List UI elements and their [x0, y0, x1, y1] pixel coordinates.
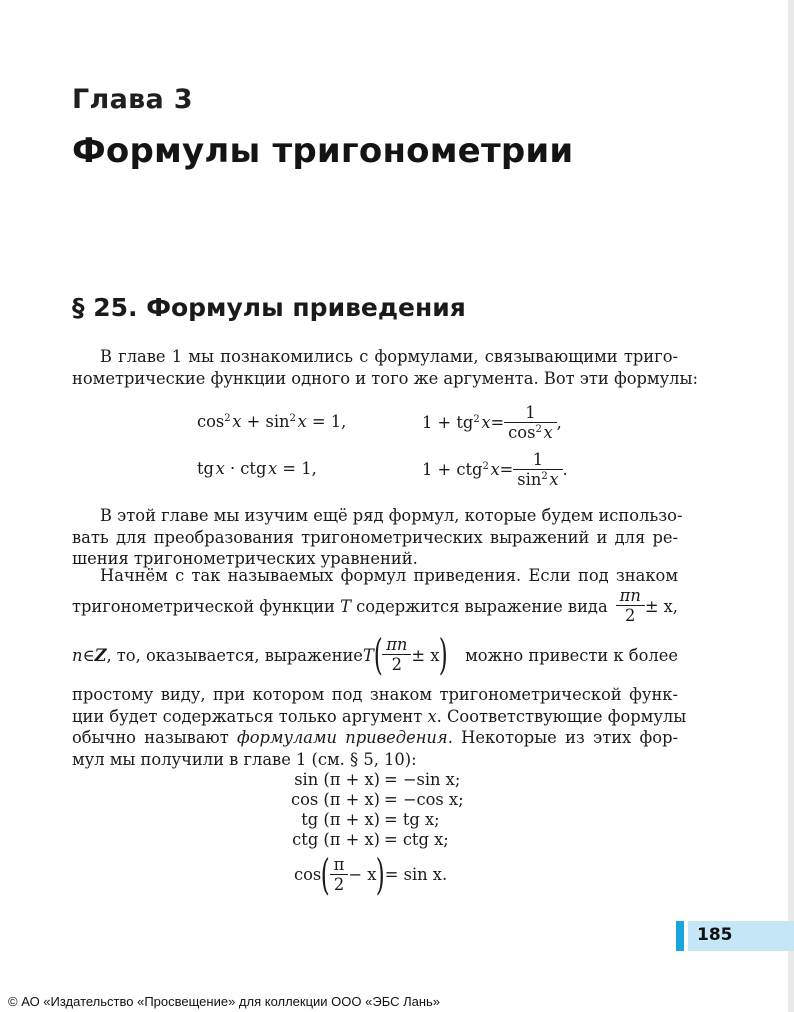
formula-exponent: 2	[473, 414, 480, 425]
text-line: В этой главе мы изучим ещё ряд формул, которые будем использо-	[100, 506, 683, 525]
fraction-denominator: 2	[616, 605, 645, 626]
text-fragment: , то, оказывается, выражение	[106, 645, 363, 665]
formula-text: = 1,	[277, 459, 317, 478]
formula-text: ± x	[411, 645, 440, 665]
text-line	[72, 706, 687, 728]
fraction-denominator	[513, 469, 562, 490]
formula-lhs: sin (π + x)	[294, 770, 380, 789]
right-paren: )	[376, 850, 386, 899]
formula-variable: x	[297, 412, 307, 431]
formula-text: +	[241, 412, 266, 431]
text-fragment: можно привести к более	[465, 645, 678, 665]
chapter-label: Глава 3	[72, 84, 193, 115]
formula-text: 1 + tg	[422, 413, 474, 432]
formula-rhs: = ctg x;	[384, 830, 449, 849]
formula-cos-half-pi	[294, 852, 447, 898]
formula-text: ∈	[82, 645, 95, 665]
formula-variable: x	[232, 412, 242, 431]
text-line: мул мы получили в главе 1 (см. § 5, 10):	[72, 749, 417, 769]
formula-exponent: 2	[289, 413, 296, 424]
formula-text: ± x,	[644, 596, 678, 616]
formula-variable: x	[268, 459, 278, 478]
formula-text: =	[490, 413, 505, 432]
copyright-notice: © АО «Издательство «Просвещение» для коллекции ООО «ЭБС Лань»	[8, 994, 441, 1009]
text-fragment: обычно называют	[72, 728, 237, 747]
paragraph-intro	[72, 346, 698, 389]
formula-rhs: = −cos x;	[384, 790, 464, 809]
formula-variable: x	[490, 460, 500, 479]
text-line	[72, 727, 678, 749]
formula-text: · ctg	[224, 459, 267, 478]
formula-text: − x	[348, 865, 377, 884]
page-number: 185	[697, 925, 733, 945]
fraction-denominator: 2	[330, 874, 349, 895]
fraction-denominator: 2	[382, 654, 411, 675]
formula-text: .	[562, 460, 568, 479]
fraction-numerator: 1	[532, 450, 544, 469]
formula-variable: x	[215, 459, 225, 478]
formula-ctg-identity	[422, 447, 568, 493]
text-line: В главе 1 мы познакомились с формулами, связывающими триго-	[100, 347, 678, 366]
formula-rhs: = tg x;	[384, 810, 440, 829]
formula-text: = 1,	[306, 412, 347, 431]
left-paren: (	[320, 850, 330, 899]
paragraph-reduction-line3	[72, 632, 678, 678]
text-line: Начнём с так называемых формул приведения. Если под знаком	[100, 566, 678, 585]
formula-text: = sin x.	[384, 865, 448, 884]
text-fragment: тригонометрической функции	[72, 596, 341, 616]
formula-lhs: ctg (π + x)	[292, 830, 380, 849]
formula-variable: x	[543, 423, 553, 442]
reduction-formula-line	[0, 770, 794, 790]
formula-variable: x	[481, 413, 491, 432]
reduction-formula-line	[0, 810, 794, 830]
formula-exponent: 2	[535, 424, 542, 435]
text-fragment: ции будет содержаться только аргумент	[72, 706, 428, 726]
formula-fraction	[616, 586, 645, 626]
formula-exponent: 2	[541, 471, 548, 482]
text-line: вать для преобразования тригонометрических выражений и для ре-	[72, 527, 678, 547]
formula-text: cos	[294, 865, 322, 884]
formula-exponent: 2	[224, 413, 231, 424]
text-fragment: . Некоторые из этих фор-	[447, 728, 678, 747]
formula-tg-ctg	[197, 459, 317, 479]
right-paren: )	[439, 630, 449, 679]
inline-formula	[616, 586, 678, 626]
formula-text: cos	[197, 412, 225, 431]
section-title: § 25. Формулы приведения	[72, 293, 466, 322]
text-line: нометрические функции одного и того же аргумента. Вот эти формулы:	[72, 368, 698, 388]
formula-variable: n	[72, 645, 83, 665]
integers-symbol: Z	[94, 645, 107, 665]
formula-exponent: 2	[482, 461, 489, 472]
fraction-numerator: πn	[619, 586, 641, 605]
formula-text: ,	[556, 413, 562, 432]
paragraph-reduction-rest	[72, 684, 687, 770]
text-segment	[72, 597, 608, 616]
function-symbol: T	[362, 645, 374, 665]
text-line: шения тригонометрических уравнений.	[72, 549, 418, 568]
formula-rhs: = −sin x;	[384, 770, 461, 789]
fraction-numerator: π	[333, 855, 345, 874]
formula-fraction	[513, 450, 562, 490]
formula-fraction	[382, 635, 411, 675]
text-fragment: . Соответствующие формулы	[436, 706, 687, 726]
formula-text: sin	[265, 412, 290, 431]
formula-lhs: tg (π + x)	[301, 810, 380, 829]
page-edge-shadow	[788, 0, 794, 1012]
formula-fraction	[330, 855, 349, 895]
formula-fraction	[504, 403, 556, 443]
reduction-formula-line	[0, 830, 794, 850]
emphasized-term: формулами приведения	[237, 728, 448, 747]
fraction-denominator	[504, 422, 556, 443]
formula-variable: x	[427, 706, 437, 726]
left-paren: (	[373, 630, 383, 679]
reduction-formula-line	[0, 790, 794, 810]
text-line: простому виду, при котором под знаком тригонометрической функ-	[72, 685, 678, 704]
function-symbol: T	[340, 596, 351, 616]
page-number-accent	[676, 921, 684, 951]
formula-text: tg	[197, 459, 214, 478]
formula-lhs: cos (π + x)	[290, 790, 380, 809]
formula-tg-identity	[422, 400, 562, 446]
formula-text: cos	[508, 423, 536, 442]
formula-text: sin	[517, 470, 542, 489]
fraction-numerator: 1	[525, 403, 536, 422]
paragraph-chapter-goal	[72, 505, 683, 570]
text-fragment: содержится выражение вида	[350, 596, 608, 616]
chapter-title: Формулы тригонометрии	[72, 131, 574, 171]
formula-pythagorean	[197, 412, 346, 432]
formula-text: 1 + ctg	[422, 460, 483, 479]
formula-variable: x	[549, 470, 559, 489]
fraction-numerator: πn	[386, 635, 408, 654]
formula-text: =	[499, 460, 514, 479]
paragraph-reduction-line2	[72, 583, 678, 629]
text-segment	[72, 630, 449, 679]
